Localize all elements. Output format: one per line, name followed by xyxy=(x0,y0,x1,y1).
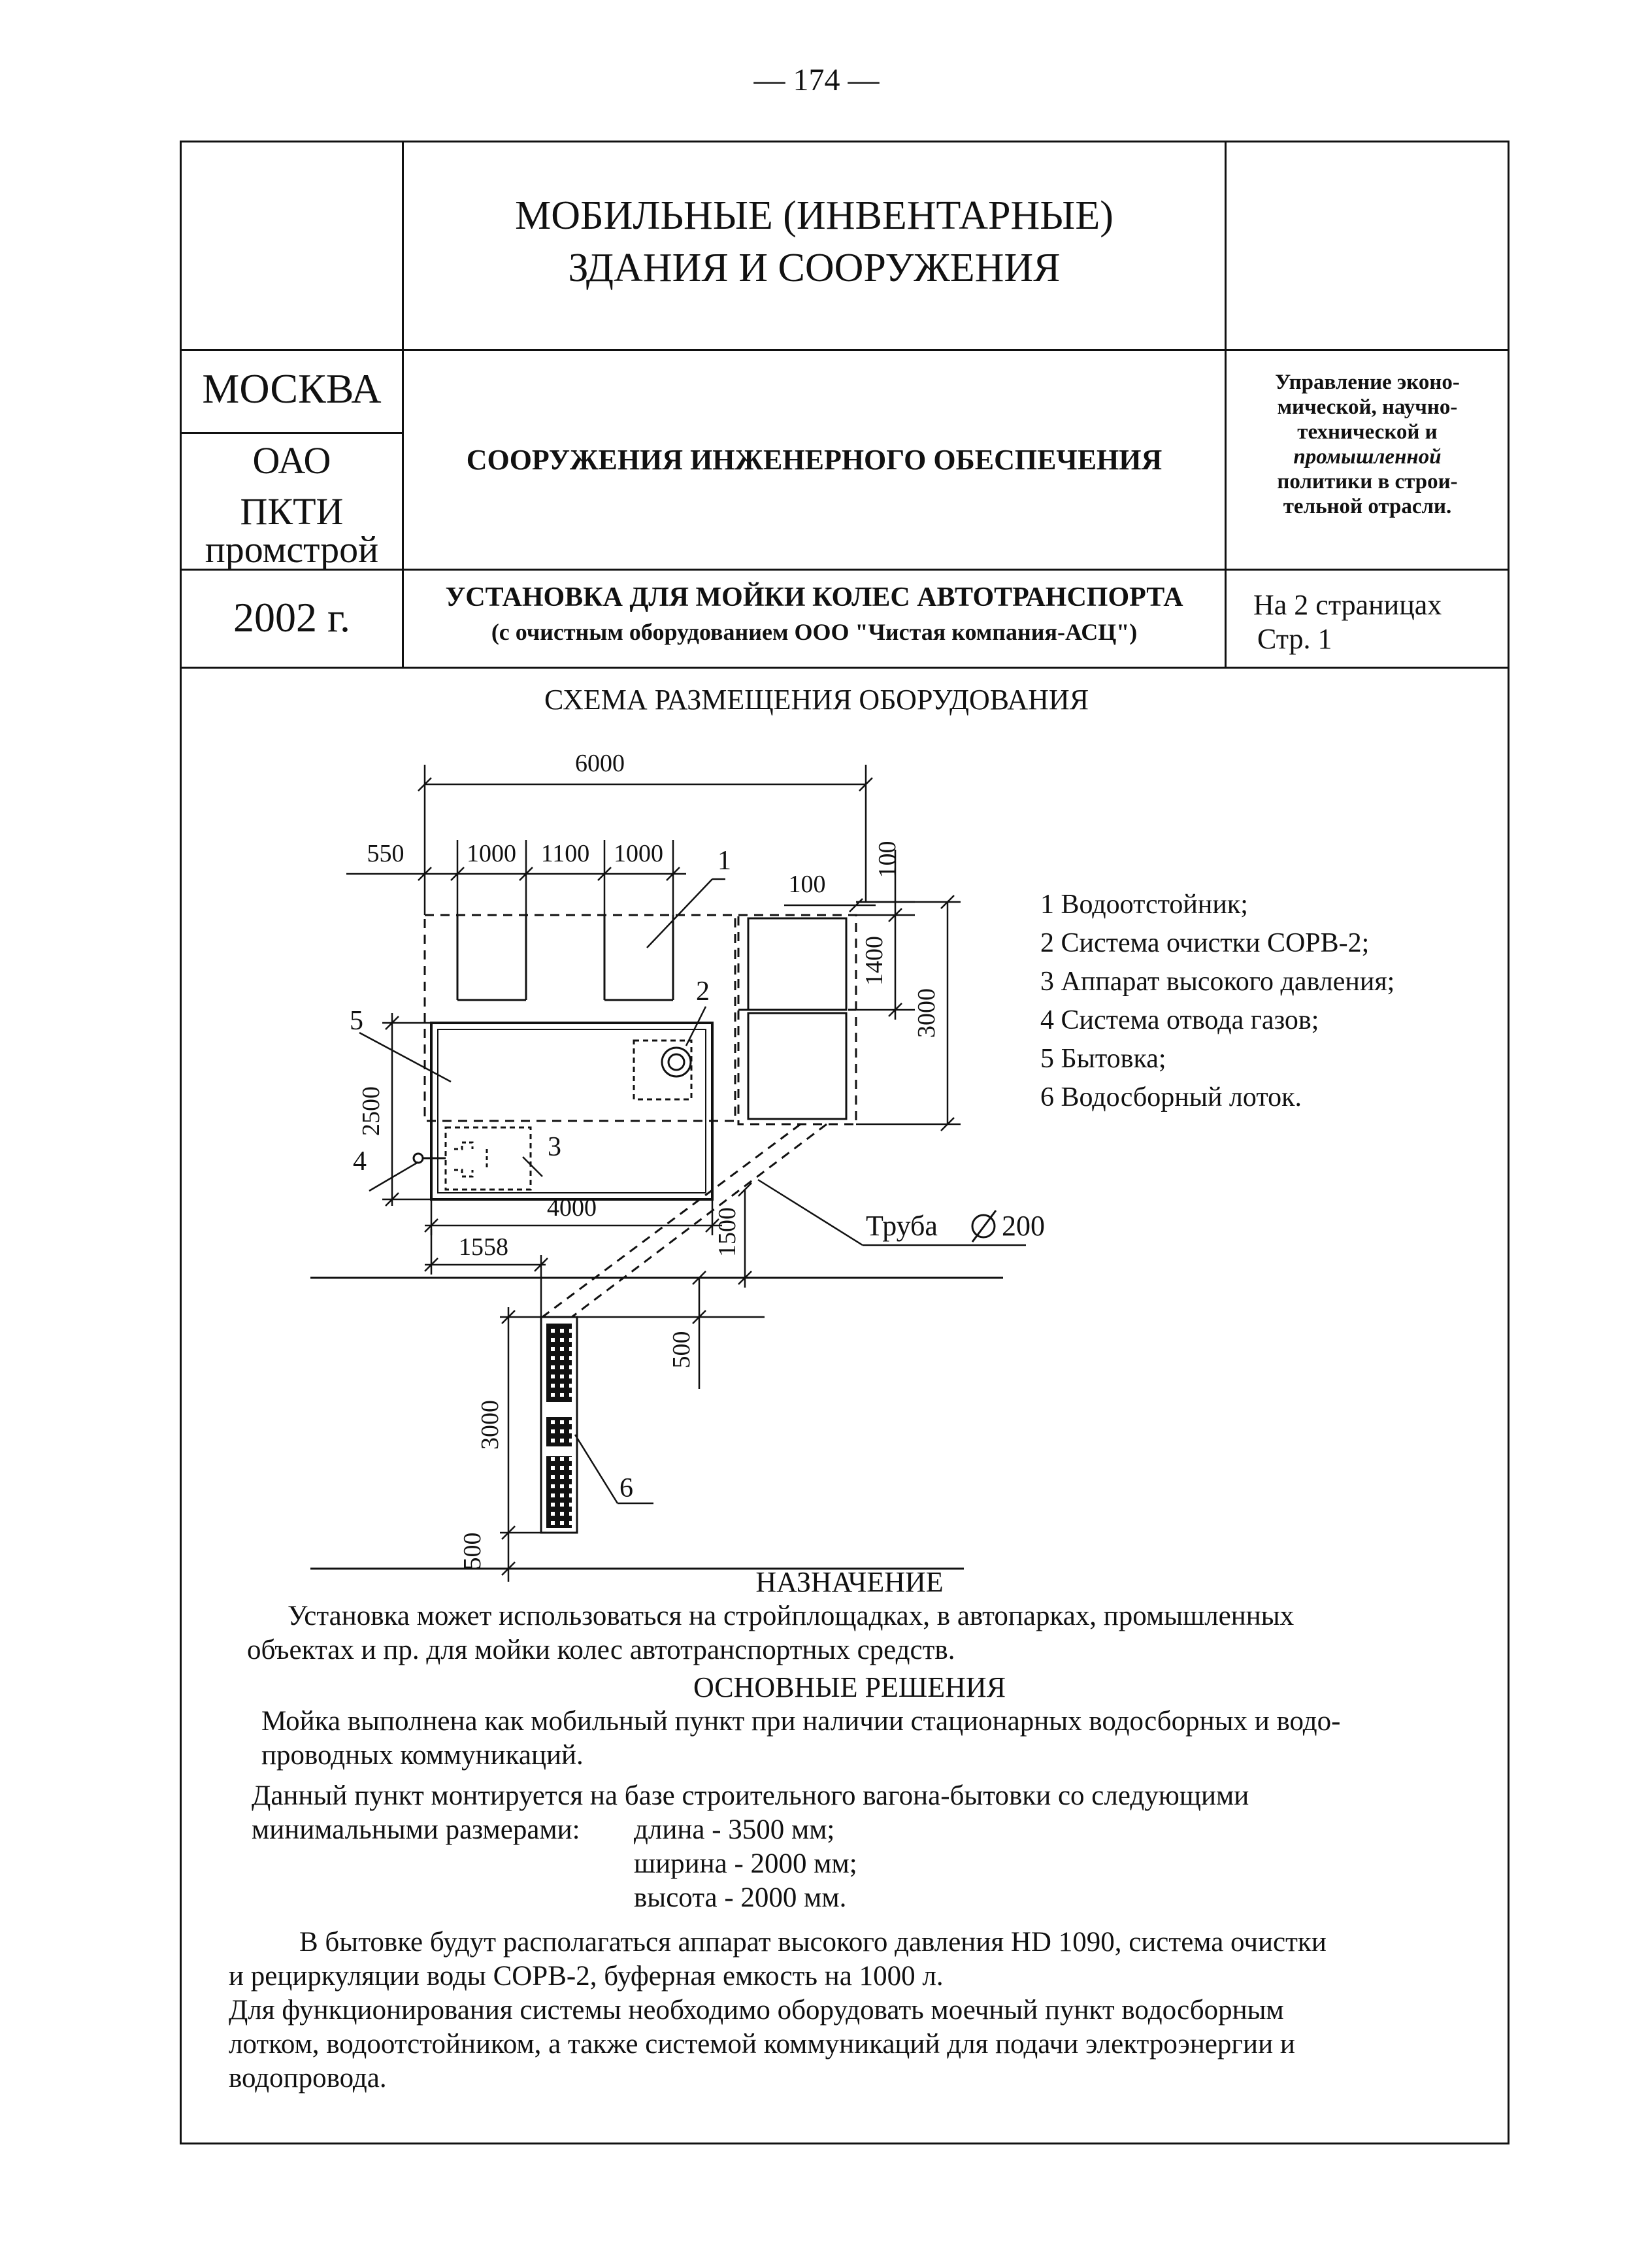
purpose-line1: Установка может использоваться на стройплощадках, в автопарках, промышленных xyxy=(288,1601,1295,1631)
dim-segment: 1000 xyxy=(467,840,516,867)
org-line3: промстрой xyxy=(205,528,379,571)
series-title-line2: ЗДАНИЯ И СООРУЖЕНИЯ xyxy=(568,246,1061,290)
dim-segment: 1400 xyxy=(861,936,888,986)
solutions-p2-line1: Данный пункт монтируется на базе строительного вагона-бытовки со следующими xyxy=(252,1780,1249,1811)
callout-6: 6 xyxy=(619,1473,633,1503)
org-line2: ПКТИ xyxy=(240,490,344,533)
size-length: длина - 3500 мм; xyxy=(634,1814,835,1845)
callout-4: 4 xyxy=(353,1146,367,1176)
legend-item: 4 Система отвода газов; xyxy=(1040,1005,1319,1035)
department-line: Управление эконо- xyxy=(1275,371,1460,394)
department-line: промышленной xyxy=(1293,445,1442,469)
title-sub: (с очистным оборудованием ООО "Чистая компания-АСЦ") xyxy=(491,619,1138,645)
pages-total: На 2 страницах xyxy=(1253,589,1442,621)
page-number: — 174 — xyxy=(753,63,880,97)
dim-segment: 1100 xyxy=(540,840,590,867)
legend-item: 5 Бытовка; xyxy=(1040,1044,1166,1074)
settling-tank-outline xyxy=(738,915,856,1124)
dim-segment: 2500 xyxy=(357,1086,385,1136)
year: 2002 г. xyxy=(233,594,351,641)
department-line: технической и xyxy=(1297,420,1438,444)
wash-area-outline xyxy=(425,915,735,1121)
solutions-p3-line2: и рециркуляции воды СОРВ-2, буферная емкость на 1000 л. xyxy=(229,1961,944,1992)
dim-segment: 3000 xyxy=(913,988,940,1038)
legend-item: 6 Водосборный лоток. xyxy=(1040,1082,1302,1112)
pipe-size: 200 xyxy=(1002,1210,1045,1242)
solutions-heading: ОСНОВНЫЕ РЕШЕНИЯ xyxy=(693,1671,1006,1703)
callout-1: 1 xyxy=(718,846,731,876)
city: МОСКВА xyxy=(202,365,382,412)
dim-segment: 500 xyxy=(668,1331,695,1369)
dim-segment: 1558 xyxy=(459,1233,508,1261)
series-title-line1: МОБИЛЬНЫЕ (ИНВЕНТАРНЫЕ) xyxy=(515,193,1113,238)
org-line1: ОАО xyxy=(252,439,331,482)
solutions-p1-line2: проводных коммуникаций. xyxy=(261,1740,584,1771)
dim-overall-width: 6000 xyxy=(575,750,625,777)
dim-segment: 4000 xyxy=(547,1194,597,1222)
department-line: тельной отрасли. xyxy=(1283,495,1452,518)
department-line: мической, научно- xyxy=(1277,395,1458,419)
solutions-p2-label: минимальными размерами: xyxy=(252,1814,580,1845)
dim-segment: 100 xyxy=(874,841,901,878)
title-main: УСТАНОВКА ДЛЯ МОЙКИ КОЛЕС АВТОТРАНСПОРТА xyxy=(445,582,1183,612)
legend-item: 2 Система очистки СОРВ-2; xyxy=(1040,928,1370,958)
dim-segment: 500 xyxy=(459,1532,486,1570)
diameter-icon xyxy=(972,1210,996,1242)
diagram-title: СХЕМА РАЗМЕЩЕНИЯ ОБОРУДОВАНИЯ xyxy=(544,684,1089,716)
size-height: высота - 2000 мм. xyxy=(634,1882,847,1913)
solutions-p4-line3: водопровода. xyxy=(229,2063,387,2093)
department-line: политики в строи- xyxy=(1277,470,1458,493)
solutions-p1-line1: Мойка выполнена как мобильный пункт при наличии стационарных водосборных и водо- xyxy=(261,1706,1341,1737)
purpose-heading: НАЗНАЧЕНИЕ xyxy=(755,1566,944,1598)
dim-segment: 100 xyxy=(788,871,826,898)
dim-segment: 3000 xyxy=(476,1400,504,1450)
callout-2: 2 xyxy=(696,976,710,1007)
diagram-legend xyxy=(1040,886,1498,1117)
solutions-p3-line1: В бытовке будут располагаться аппарат высокого давления HD 1090, система очистки xyxy=(299,1927,1327,1958)
solutions-p4-line2: лотком, водоотстойником, а также системой коммуникаций для подачи электроэнергии и xyxy=(229,2029,1295,2060)
legend-item: 1 Водоотстойник; xyxy=(1040,890,1248,920)
callout-5: 5 xyxy=(350,1006,363,1036)
page-label: Стр. 1 xyxy=(1257,623,1332,655)
callout-3: 3 xyxy=(548,1132,561,1162)
section-title: СООРУЖЕНИЯ ИНЖЕНЕРНОГО ОБЕСПЕЧЕНИЯ xyxy=(466,444,1163,476)
solutions-p4-line1: Для функционирования системы необходимо оборудовать моечный пункт водосборным xyxy=(229,1995,1284,2026)
dim-offset-left: 550 xyxy=(367,840,404,867)
legend-item: 3 Аппарат высокого давления; xyxy=(1040,967,1395,997)
pipe-label: Труба xyxy=(866,1210,938,1242)
dim-segment: 1500 xyxy=(714,1207,741,1257)
dim-segment: 1000 xyxy=(614,840,663,867)
size-width: ширина - 2000 мм; xyxy=(634,1848,857,1879)
purpose-line2: объектах и пр. для мойки колес автотранспортных средств. xyxy=(247,1635,955,1665)
